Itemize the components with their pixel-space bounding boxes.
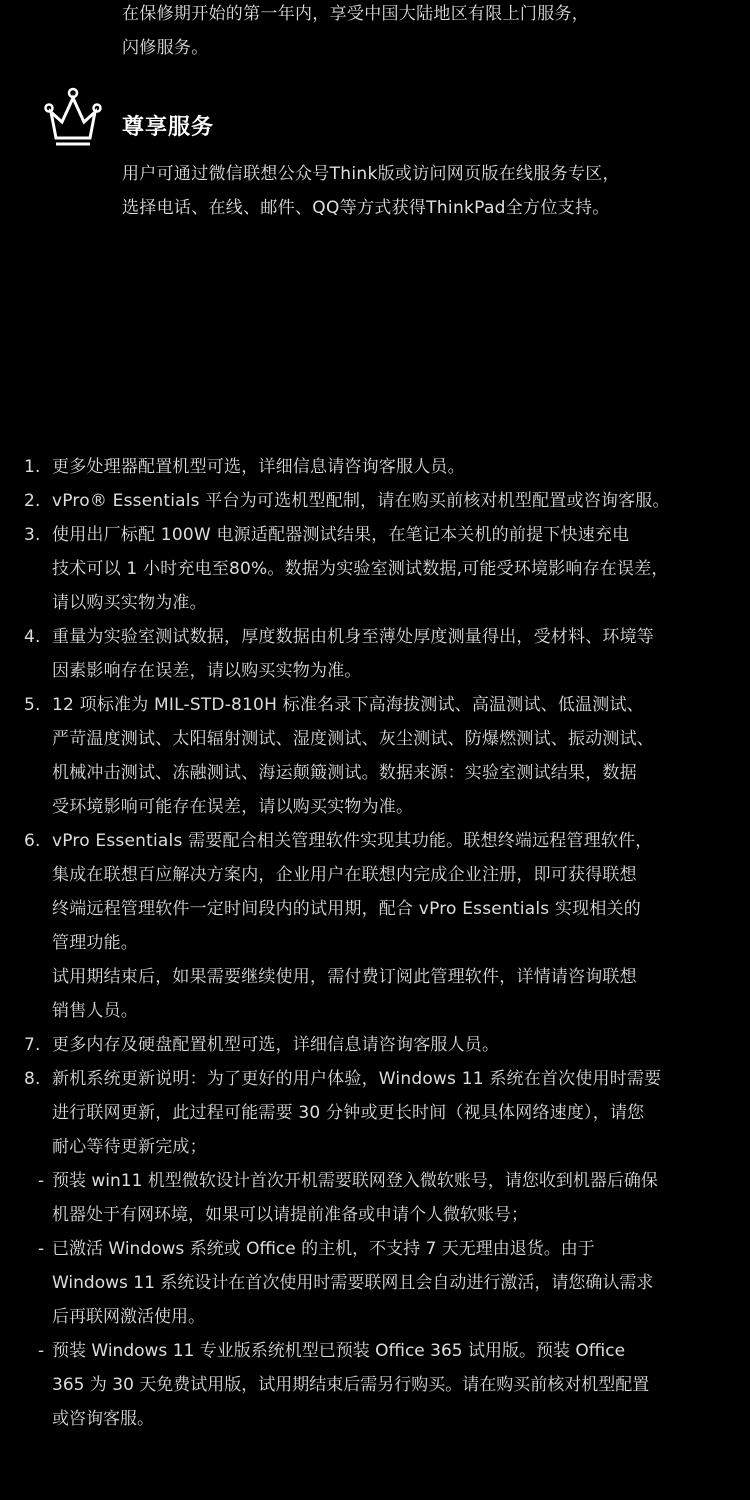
crown-icon: [44, 86, 102, 148]
sub-note-dash: -: [38, 1239, 45, 1259]
footnote-text: vPro Essentials 需要配合相关管理软件实现其功能。联想终端远程管理软件， 集成在联想百应解决方案内，企业用户在联想内完成企业注册，即可获得联想 终端远程管理软件一定时间段内的试用期，配合 vPro Essentials 实现相关的 管理功能。 试用期结束后，如果需要继续使用，需付费订阅此管理软件，详情请咨询联想 销售人员。: [52, 831, 653, 1021]
footnote-number: 7.: [24, 1035, 41, 1055]
footnote-1: [0, 450, 750, 484]
sub-note-text: 已激活 Windows 系统或 Office 的主机，不支持 7 天无理由退货。由于 Windows 11 系统设计在首次使用时需要联网且会自动进行激活，请您确认需求 后再联网激活使用。: [52, 1239, 654, 1327]
footnote-text: 新机系统更新说明：为了更好的用户体验，Windows 11 系统在首次使用时需要 进行联网更新，此过程可能需要 30 分钟或更长时间（视具体网络速度），请您 耐心等待更新完成；: [52, 1069, 662, 1157]
footnotes: [0, 450, 750, 1436]
sub-note-dash: -: [38, 1341, 45, 1361]
footnote-number: 3.: [24, 525, 41, 545]
footnote-text: 更多内存及硬盘配置机型可选，详细信息请咨询客服人员。: [52, 1035, 500, 1055]
footnote-text: 更多处理器配置机型可选，详细信息请咨询客服人员。: [52, 457, 465, 477]
sub-note-3: [0, 1334, 750, 1436]
footnote-7: [0, 1028, 750, 1062]
sub-note-2: [0, 1232, 750, 1334]
footnote-text: 使用出厂标配 100W 电源适配器测试结果，在笔记本关机的前提下快速充电 技术可以 1 小时充电至80%。数据为实验室测试数据,可能受环境影响存在误差， 请以购买实物为准。: [52, 525, 669, 613]
footnote-number: 5.: [24, 695, 41, 715]
footnote-number: 2.: [24, 491, 41, 511]
top-service-text: 在保修期开始的第一年内，享受中国大陆地区有限上门服务， 闪修服务。: [122, 4, 590, 58]
footnote-number: 8.: [24, 1069, 41, 1089]
vip-service-text: 用户可通过微信联想公众号Think版或访问网页版在线服务专区， 选择电话、在线、邮件、QQ等方式获得ThinkPad全方位支持。: [122, 164, 620, 218]
footnote-3: [0, 518, 750, 620]
footnote-text: 重量为实验室测试数据，厚度数据由机身至薄处厚度测量得出，受材料、环境等 因素影响存在误差，请以购买实物为准。: [52, 627, 654, 681]
footnote-number: 4.: [24, 627, 41, 647]
footnote-8: [0, 1062, 750, 1164]
sub-note-text: 预装 Windows 11 专业版系统机型已预装 Office 365 试用版。预装 Office 365 为 30 天免费试用版，试用期结束后需另行购买。请在购买前核对机型配置 或咨询客服。: [52, 1341, 650, 1429]
footnote-2: [0, 484, 750, 518]
footnote-number: 1.: [24, 457, 41, 477]
footnote-text: vPro® Essentials 平台为可选机型配制，请在购买前核对机型配置或咨询客服。: [52, 491, 670, 511]
footnote-number: 6.: [24, 831, 41, 851]
vip-service-title: 尊享服务: [122, 115, 215, 140]
sub-note-dash: -: [38, 1171, 45, 1191]
footnote-4: [0, 620, 750, 688]
footnote-5: [0, 688, 750, 824]
sub-note-1: [0, 1164, 750, 1232]
sub-note-text: 预装 win11 机型微软设计首次开机需要联网登入微软账号，请您收到机器后确保 机器处于有网环境，如果可以请提前准备或申请个人微软账号；: [52, 1171, 658, 1225]
footnote-6: [0, 824, 750, 1028]
footnote-text: 12 项标准为 MIL-STD-810H 标准名录下高海拔测试、高温测试、低温测试、 严苛温度测试、太阳辐射测试、湿度测试、灰尘测试、防爆燃测试、振动测试、 机械冲击测试、冻融测试、海运颠簸测试。数据来源：实验室测试结果，数据 受环境影响可能存在误差，请以购买实物为准。: [52, 695, 654, 817]
